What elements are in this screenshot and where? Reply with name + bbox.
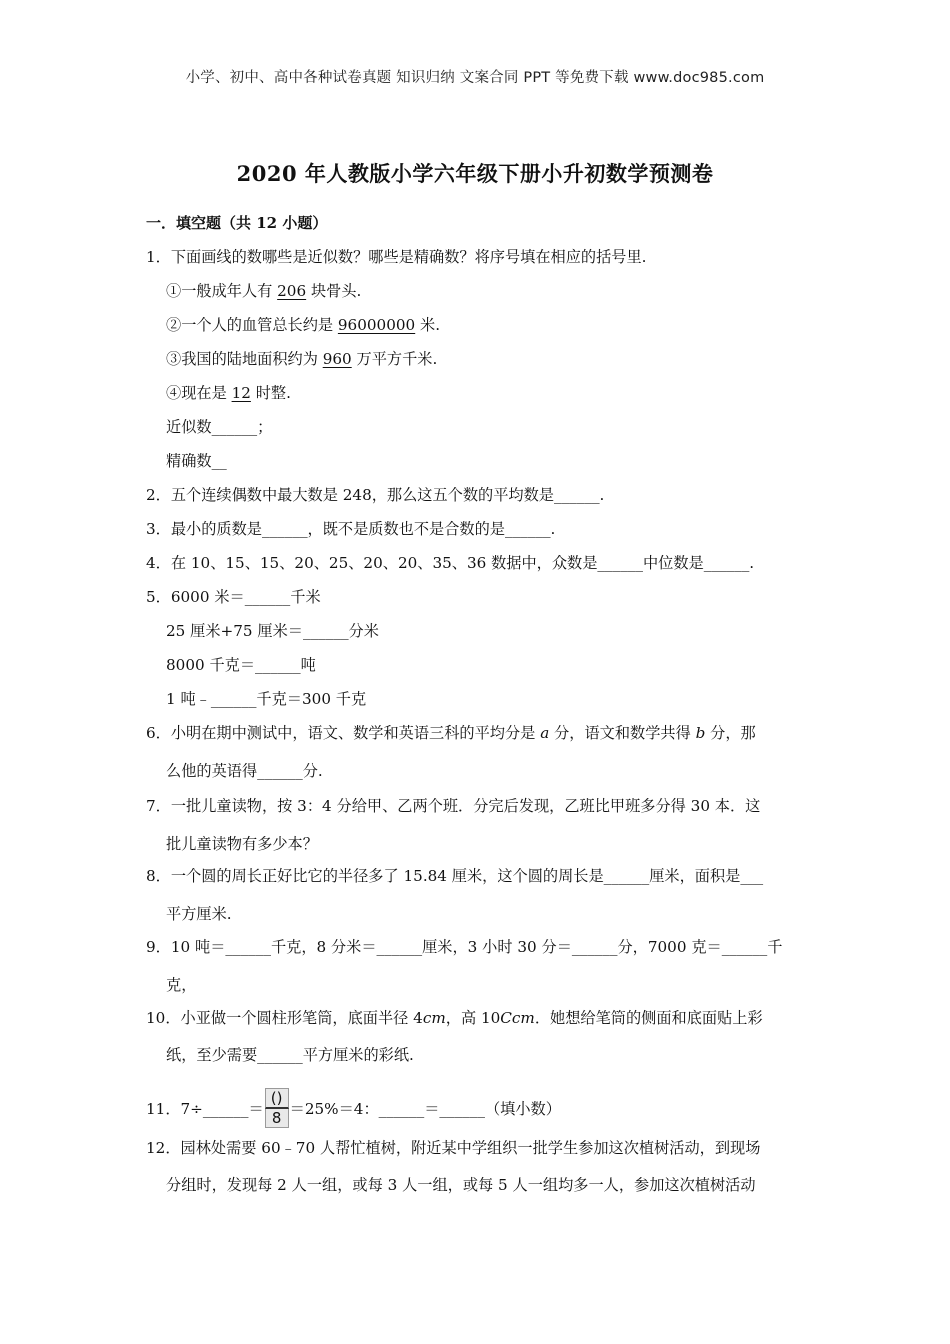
- q9-line-2: 克，: [166, 976, 197, 994]
- q5-line-b: 25 厘米+75 厘米＝______分米: [166, 622, 379, 640]
- q10-line-2: 纸，至少需要______平方厘米的彩纸.: [166, 1046, 414, 1064]
- q1-item-b: ②一个人的血管总长约是 96000000 米.: [166, 316, 441, 334]
- q11-fraction-denominator: 8: [265, 1109, 289, 1128]
- q1-stem: 1．下面画线的数哪些是近似数？哪些是精确数？将序号填在相应的括号里.: [146, 248, 647, 266]
- q1-exact: 精确数__: [166, 452, 227, 470]
- page-title: 2020 年人教版小学六年级下册小升初数学预测卷: [236, 161, 714, 186]
- q11-fraction-numerator: (): [265, 1088, 289, 1109]
- q1-item-c: ③我国的陆地面积约为 960 万平方千米.: [166, 350, 438, 368]
- q1-item-a: ①一般成年人有 206 块骨头.: [166, 282, 362, 300]
- q6-var-b: b: [695, 724, 706, 742]
- q1-approx: 近似数______；: [166, 418, 273, 436]
- q6-line-2: 么他的英语得______分.: [166, 762, 323, 780]
- q8-line-2: 平方厘米.: [166, 905, 232, 923]
- q4: 4．在 10、15、15、20、25、20、20、35、36 数据中，众数是______中位数是______.: [146, 554, 755, 572]
- page-header: 小学、初中、高中各种试卷真题 知识归纳 文案合同 PPT 等免费下载 www.doc985.com: [185, 70, 765, 86]
- q12-line-2: 分组时，发现每 2 人一组，或每 3 人一组，或每 5 人一组均多一人，参加这次植树活动: [166, 1176, 756, 1194]
- q11-line: 11．7÷______＝ $\frac{()}{8}$ ＝25%＝4：______＝______（填小数）: [146, 1089, 561, 1127]
- section-heading: 一．填空题（共 12 小题）: [146, 214, 328, 232]
- q11-fraction: [265, 1088, 289, 1128]
- q5-line-c: 8000 千克＝______吨: [166, 656, 316, 674]
- q6-var-a: a: [540, 724, 550, 742]
- q7-line-2: 批儿童读物有多少本？: [166, 835, 318, 853]
- q1-item-d: ④现在是 12 时整.: [166, 384, 291, 402]
- q5-line-d: 1 吨﹣______千克＝300 千克: [166, 690, 367, 708]
- q12-line-1: 12．园林处需要 60﹣70 人帮忙植树，附近某中学组织一批学生参加这次植树活动，到现场: [146, 1139, 761, 1157]
- q8-line-1: 8．一个圆的周长正好比它的半径多了 15.84 厘米，这个圆的周长是______厘米，面积是___: [146, 867, 764, 885]
- q7-line-1: 7．一批儿童读物，按 3：4 分给甲、乙两个班．分完后发现，乙班比甲班多分得 30 本．这: [146, 797, 761, 815]
- q9-line-1: 9．10 吨＝______千克，8 分米＝______厘米，3 小时 30 分＝______分，7000 克＝______千: [146, 938, 783, 956]
- q5-line-a: 5．6000 米＝______千米: [146, 588, 321, 606]
- q3: 3．最小的质数是______，既不是质数也不是合数的是______.: [146, 520, 556, 538]
- q6-line-1: 6．小明在期中测试中，语文、数学和英语三科的平均分是 a 分，语文和数学共得 b 分，那: [146, 724, 756, 742]
- q10-line-1: 10．小亚做一个圆柱形笔筒，底面半径 4cm，高 10Ccm．她想给笔筒的侧面和底面贴上彩: [146, 1009, 763, 1027]
- q2: 2．五个连续偶数中最大数是 248，那么这五个数的平均数是______.: [146, 486, 605, 504]
